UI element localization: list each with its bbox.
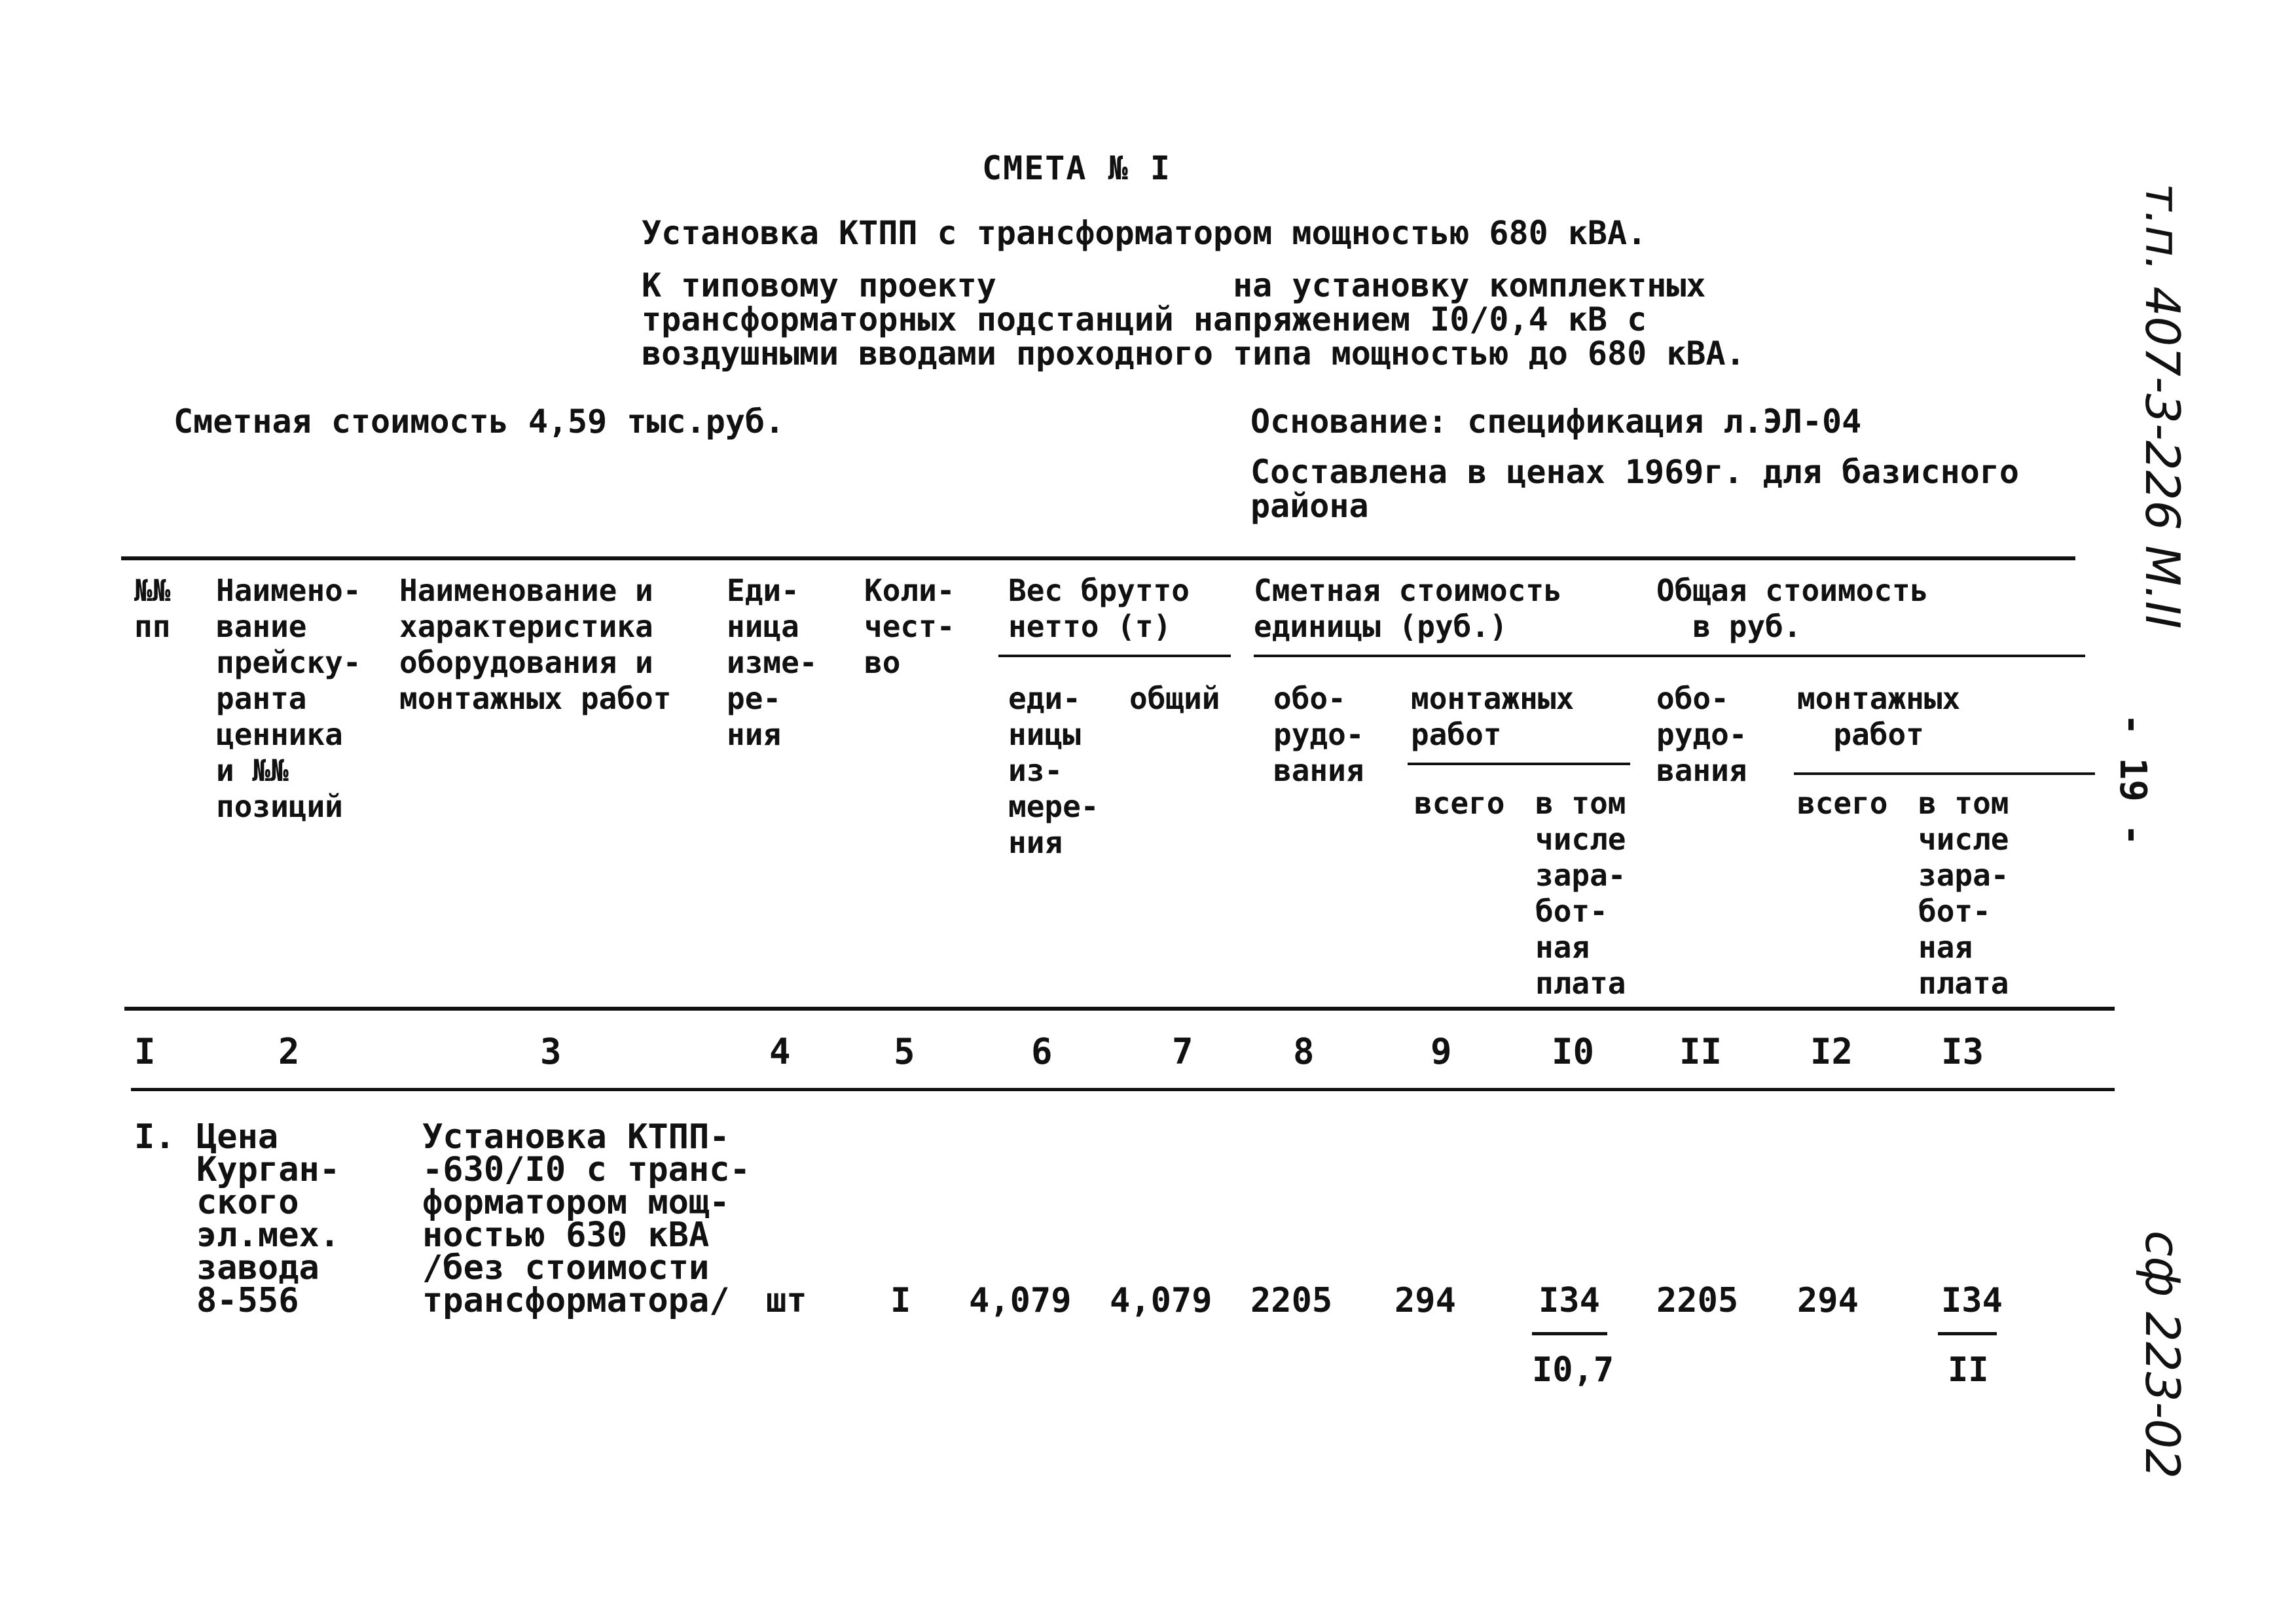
weight-group-rule <box>998 655 1231 657</box>
header-pricelist: Наимено- вание прейску- ранта ценника и №№ позиций <box>216 573 361 824</box>
column-numbers-bottom-rule <box>131 1088 2115 1091</box>
project-line-3: воздушными вводами проходного типа мощностью до 680 кВА. <box>642 334 1745 372</box>
row-item-number: I. <box>134 1117 175 1157</box>
row-description: Установка КТПП- -630/I0 с транс- форматором мощ- ностью 630 кВА /без стоимости трансформатора/ <box>422 1117 750 1320</box>
column-number-10: I0 <box>1552 1031 1595 1072</box>
basis-note: Основание: спецификация л.ЭЛ-04 <box>1250 403 1862 441</box>
header-weight-total: общий <box>1129 681 1220 716</box>
header-bottom-rule <box>124 1007 2115 1011</box>
total-install-wage-fraction-line <box>1938 1332 1997 1335</box>
header-total-equipment: обо- рудо- вания <box>1656 681 1747 788</box>
table-top-rule <box>121 556 2075 560</box>
row-unit-install-wage-bottom: I0,7 <box>1532 1350 1614 1390</box>
prices-note-line-2: района <box>1250 487 1369 525</box>
page-number-vertical: - 19 - <box>2111 713 2154 846</box>
row-total-equipment: 2205 <box>1656 1281 1739 1320</box>
column-number-11: II <box>1679 1031 1722 1072</box>
header-description: Наименование и характеристика оборудования и монтажных работ <box>399 573 672 716</box>
header-unit-cost-group: Сметная стоимость единицы (руб.) <box>1254 573 1562 644</box>
header-total-install-total: всего <box>1797 785 1888 821</box>
row-total-install-wage-top: I34 <box>1941 1281 2003 1320</box>
column-number-12: I2 <box>1810 1031 1853 1072</box>
header-unit-equipment: обо- рудо- вания <box>1273 681 1364 788</box>
row-quantity: I <box>890 1281 911 1320</box>
column-number-6: 6 <box>1031 1031 1053 1072</box>
document-title: СМЕТА № I <box>982 149 1171 187</box>
header-total-install-group: монтажных работ <box>1797 681 1961 752</box>
column-number-4: 4 <box>769 1031 791 1072</box>
column-number-2: 2 <box>278 1031 300 1072</box>
row-pricelist: Цена Курган- ского эл.мех. завода 8-556 <box>196 1117 340 1320</box>
row-weight-total: 4,079 <box>1110 1281 1212 1320</box>
header-weight-group: Вес брутто нетто (т) <box>1008 573 1190 644</box>
document-subtitle: Установка КТПП с трансформатором мощностью 680 кВА. <box>642 214 1647 252</box>
row-unit-equipment: 2205 <box>1250 1281 1333 1320</box>
row-unit-install-total: 294 <box>1394 1281 1456 1320</box>
column-number-7: 7 <box>1172 1031 1194 1072</box>
column-number-1: I <box>134 1031 156 1072</box>
row-unit: шт <box>766 1281 807 1320</box>
unit-install-wage-fraction-line <box>1532 1332 1607 1335</box>
column-number-5: 5 <box>894 1031 915 1072</box>
header-total-install-wage: в том числе зара- бот- ная плата <box>1918 785 2009 1001</box>
header-unit: Еди- ница изме- ре- ния <box>727 573 818 752</box>
header-item-number: №№ пп <box>134 573 171 644</box>
project-code-vertical: т.п. 407-3-226 М.II <box>2135 183 2190 629</box>
header-total-cost-group: Общая стоимость в руб. <box>1656 573 1929 644</box>
project-line-1: К типовому проекту на установку комплектных <box>642 266 1706 304</box>
column-number-13: I3 <box>1941 1031 1984 1072</box>
row-unit-install-wage-top: I34 <box>1539 1281 1600 1320</box>
row-total-install-wage-bottom: II <box>1948 1350 1989 1390</box>
row-weight-unit: 4,079 <box>969 1281 1072 1320</box>
stamp-vertical: сф 223-02 <box>2135 1231 2190 1479</box>
header-quantity: Коли- чест- во <box>864 573 955 680</box>
estimated-cost: Сметная стоимость 4,59 тыс.руб. <box>173 403 785 441</box>
prices-note-line-1: Составлена в ценах 1969г. для базисного <box>1250 453 2019 491</box>
project-line-2: трансформаторных подстанций напряжением I0/0,4 кВ с <box>642 300 1647 338</box>
total-install-rule <box>1794 772 2095 775</box>
header-unit-install-group: монтажных работ <box>1411 681 1575 752</box>
row-total-install-total: 294 <box>1797 1281 1859 1320</box>
header-unit-install-total: всего <box>1414 785 1505 821</box>
header-unit-install-wage: в том числе зара- бот- ная плата <box>1535 785 1626 1001</box>
header-weight-unit: еди- ницы из- мере- ния <box>1008 681 1099 860</box>
unit-install-rule <box>1408 763 1630 765</box>
column-number-9: 9 <box>1430 1031 1452 1072</box>
column-number-3: 3 <box>540 1031 562 1072</box>
column-number-8: 8 <box>1293 1031 1315 1072</box>
cost-group-rule <box>1254 655 2085 657</box>
